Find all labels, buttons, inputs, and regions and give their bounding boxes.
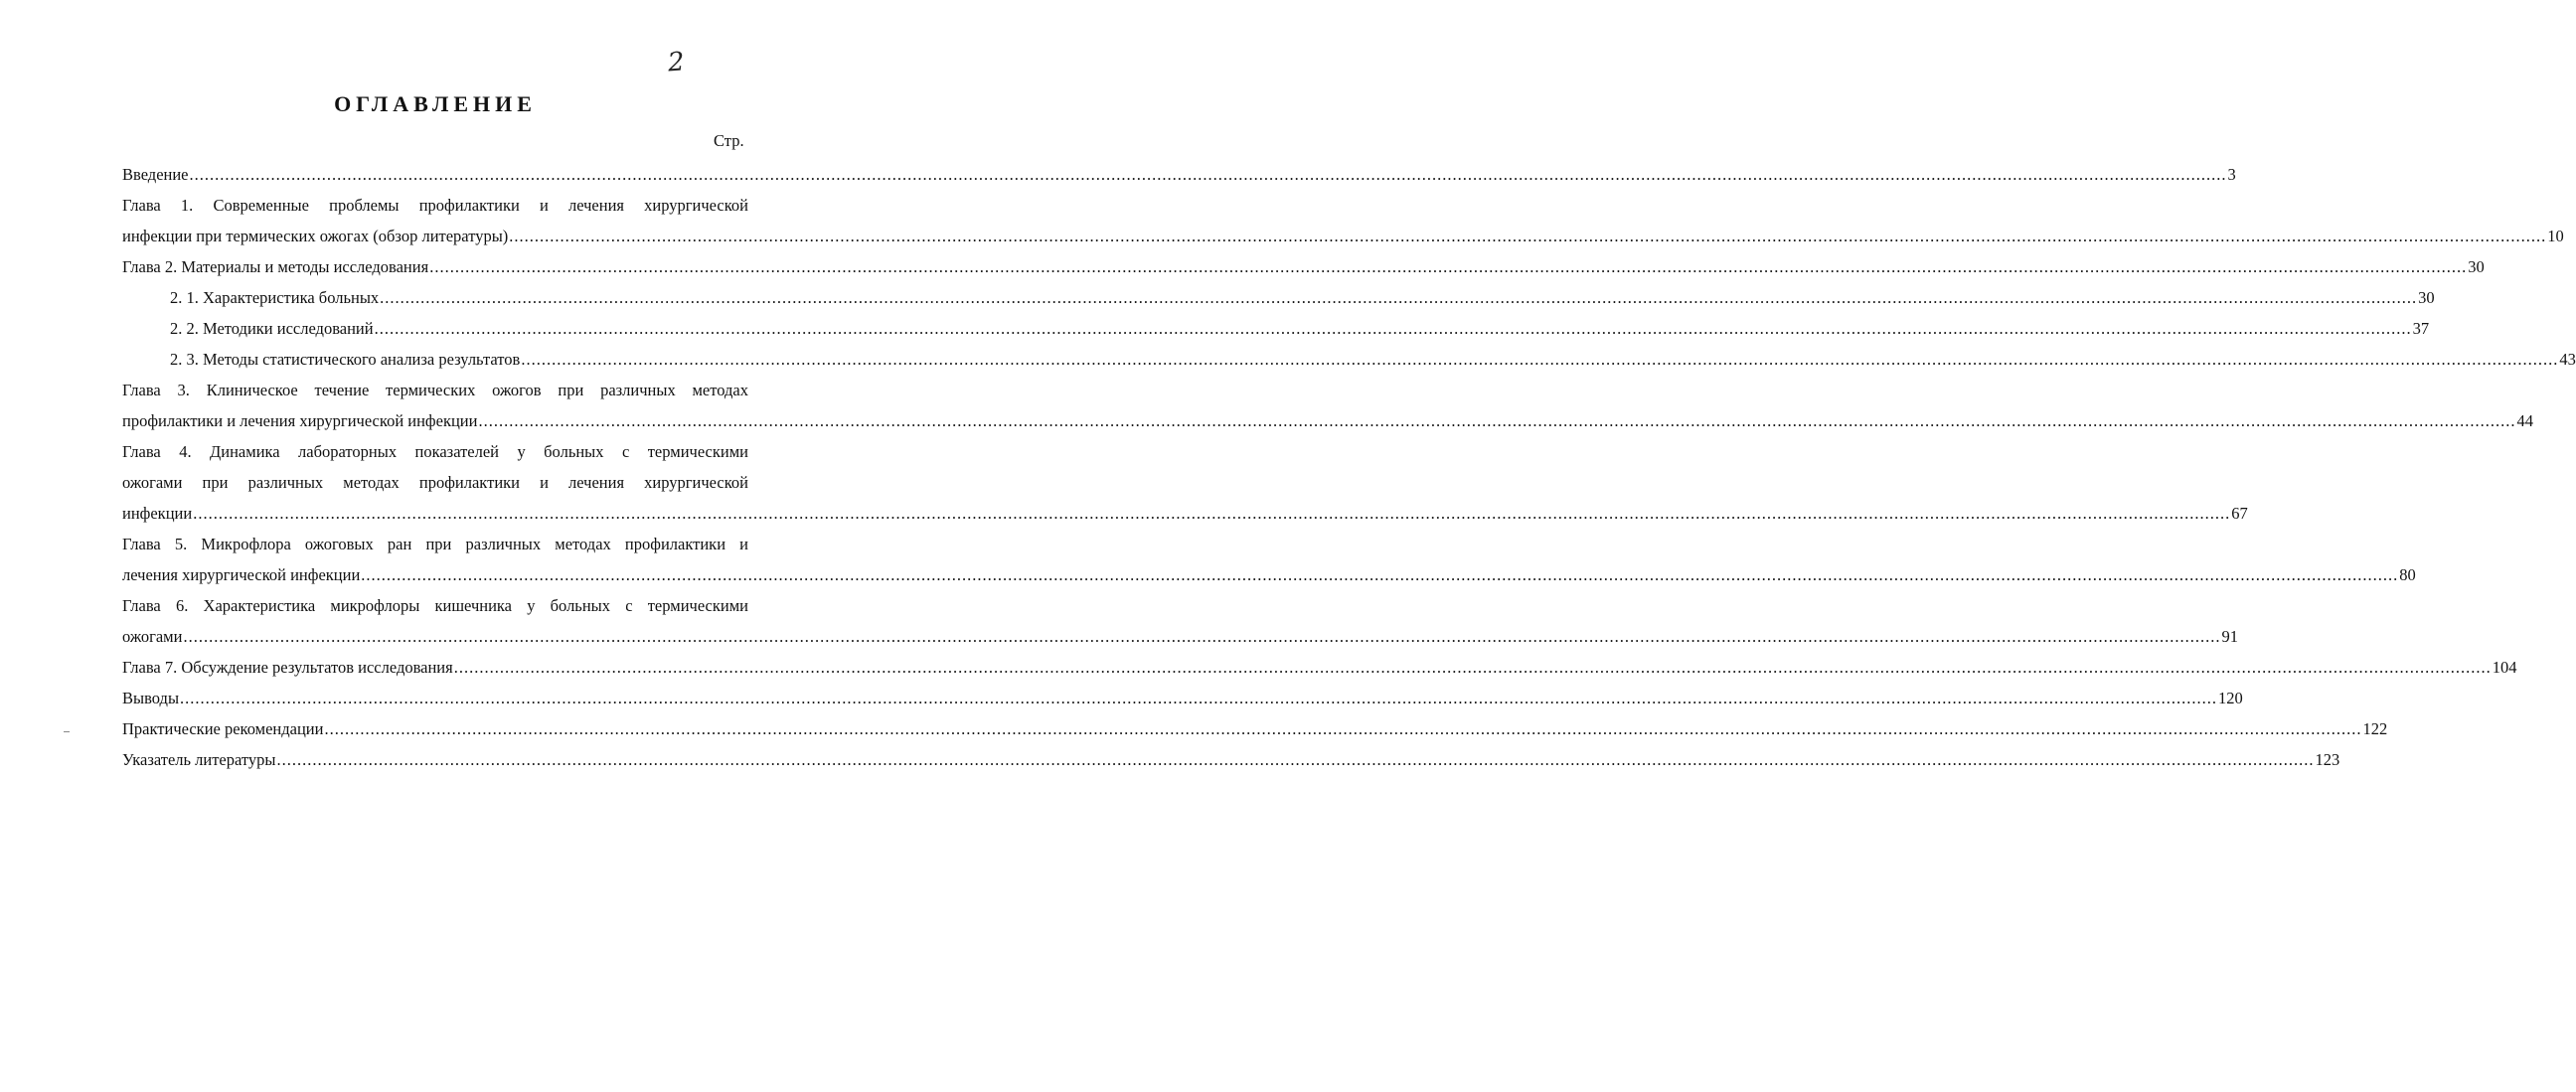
toc-entry-title: Указатель литературы: [122, 750, 276, 769]
toc-page-number: 30: [2418, 288, 2435, 307]
toc-entry-final-line: [122, 652, 2517, 683]
toc-page-number: 104: [2492, 658, 2517, 677]
toc-entry-line: Глава 6. Характеристика микрофлоры кишечника у больных с термическими: [122, 596, 748, 615]
toc-entry-title: Глава 2. Материалы и методы исследования: [122, 257, 429, 276]
toc-page-number: 10: [2547, 227, 2564, 245]
toc-entry: [122, 713, 2388, 744]
toc-page-number: 37: [2412, 319, 2430, 338]
toc-entry-line: ожогами при различных методах профилактики и лечения хирургической: [122, 473, 748, 492]
toc-dot-leader: ................................................................................................................................................................................................................................................................................................................................................................................................................: [276, 750, 2315, 769]
toc-entry: [122, 683, 2243, 713]
toc-page-number: 43: [2559, 350, 2576, 369]
toc-dot-leader: ................................................................................................................................................................................................................................................................................................................................................................................................................: [324, 719, 2362, 738]
toc-subentry: [122, 282, 2435, 313]
toc-entry-final-line: [122, 251, 2485, 282]
toc-dot-leader: ................................................................................................................................................................................................................................................................................................................................................................................................................: [429, 257, 2468, 276]
toc-entry-line: Глава 4. Динамика лабораторных показателей у больных с термическими: [122, 442, 748, 461]
page-column-label: Стр.: [714, 131, 744, 150]
handwritten-page-number: 2: [666, 47, 686, 78]
toc-dot-leader: ................................................................................................................................................................................................................................................................................................................................................................................................................: [509, 227, 2547, 245]
toc-entry-title: 2. 3. Методы статистического анализа результатов: [170, 350, 521, 369]
toc-entry-final-line: [122, 498, 2248, 529]
toc-entry-final-line: [122, 683, 2243, 713]
toc-entry: [122, 159, 2236, 190]
toc-entry-title: Глава 7. Обсуждение результатов исследования: [122, 658, 453, 677]
toc-entry-final-line: [122, 405, 2533, 436]
toc-entry-final-line: [170, 344, 2576, 375]
toc-page-number: 67: [2231, 504, 2248, 523]
toc-entry-title: Введение: [122, 165, 189, 184]
toc-entry: [122, 436, 2248, 529]
toc-page-number: 120: [2218, 689, 2243, 707]
toc-dot-leader: ................................................................................................................................................................................................................................................................................................................................................................................................................: [521, 350, 2559, 369]
toc-entry-final-line: [170, 313, 2430, 344]
toc-dot-leader: ................................................................................................................................................................................................................................................................................................................................................................................................................: [183, 627, 2221, 646]
toc-entry-final-line: [122, 713, 2388, 744]
toc-entry-title: 2. 1. Характеристика больных: [170, 288, 380, 307]
toc-entry-final-line: [122, 159, 2236, 190]
toc-page-number: 122: [2362, 719, 2388, 738]
toc-subentry: [122, 313, 2430, 344]
toc-entry-title: инфекции: [122, 504, 193, 523]
toc-entry-title: 2. 2. Методики исследований: [170, 319, 374, 338]
page-title: ОГЛАВЛЕНИЕ: [334, 91, 537, 116]
toc-entry-title: Практические рекомендации: [122, 719, 324, 738]
toc-entry: [122, 375, 2533, 436]
toc-dot-leader: ................................................................................................................................................................................................................................................................................................................................................................................................................: [361, 565, 2399, 584]
toc-entry-title: лечения хирургической инфекции: [122, 565, 361, 584]
toc-entry-line: Глава 3. Клиническое течение термических ожогов при различных методах: [122, 381, 748, 399]
toc-entry: [122, 590, 2238, 652]
toc-entry: [122, 529, 2416, 590]
toc-dot-leader: ................................................................................................................................................................................................................................................................................................................................................................................................................: [380, 288, 2418, 307]
toc-entry-final-line: [122, 744, 2340, 775]
toc-entry-title: профилактики и лечения хирургической инфекции: [122, 411, 478, 430]
margin-mark: [64, 731, 70, 732]
toc-entry: [122, 652, 2517, 683]
toc-page-number: 30: [2468, 257, 2485, 276]
toc-entry: [122, 744, 2340, 775]
toc-entry-final-line: [122, 221, 2564, 251]
toc-dot-leader: ................................................................................................................................................................................................................................................................................................................................................................................................................: [193, 504, 2231, 523]
toc-entry-final-line: [122, 559, 2416, 590]
toc-entry: [122, 251, 2485, 282]
toc-dot-leader: ................................................................................................................................................................................................................................................................................................................................................................................................................: [189, 165, 2227, 184]
toc-dot-leader: ................................................................................................................................................................................................................................................................................................................................................................................................................: [478, 411, 2516, 430]
toc-page-number: 123: [2315, 750, 2340, 769]
toc-subentry: [122, 344, 2576, 375]
toc-dot-leader: ................................................................................................................................................................................................................................................................................................................................................................................................................: [453, 658, 2492, 677]
toc-entry: [122, 190, 2564, 251]
toc-entry-line: Глава 1. Современные проблемы профилактики и лечения хирургической: [122, 196, 748, 215]
toc-entry-line: Глава 5. Микрофлора ожоговых ран при различных методах профилактики и: [122, 535, 748, 553]
toc-dot-leader: ................................................................................................................................................................................................................................................................................................................................................................................................................: [180, 689, 2218, 707]
toc-entry-title: Выводы: [122, 689, 180, 707]
toc-entry-title: инфекции при термических ожогах (обзор литературы): [122, 227, 509, 245]
table-of-contents: [122, 159, 2576, 775]
toc-dot-leader: ................................................................................................................................................................................................................................................................................................................................................................................................................: [374, 319, 2412, 338]
toc-page-number: 91: [2221, 627, 2238, 646]
toc-entry-title: ожогами: [122, 627, 183, 646]
toc-page-number: 80: [2399, 565, 2416, 584]
toc-entry-final-line: [122, 621, 2238, 652]
toc-entry-final-line: [170, 282, 2435, 313]
toc-page-number: 44: [2516, 411, 2533, 430]
toc-page-number: 3: [2227, 165, 2236, 184]
